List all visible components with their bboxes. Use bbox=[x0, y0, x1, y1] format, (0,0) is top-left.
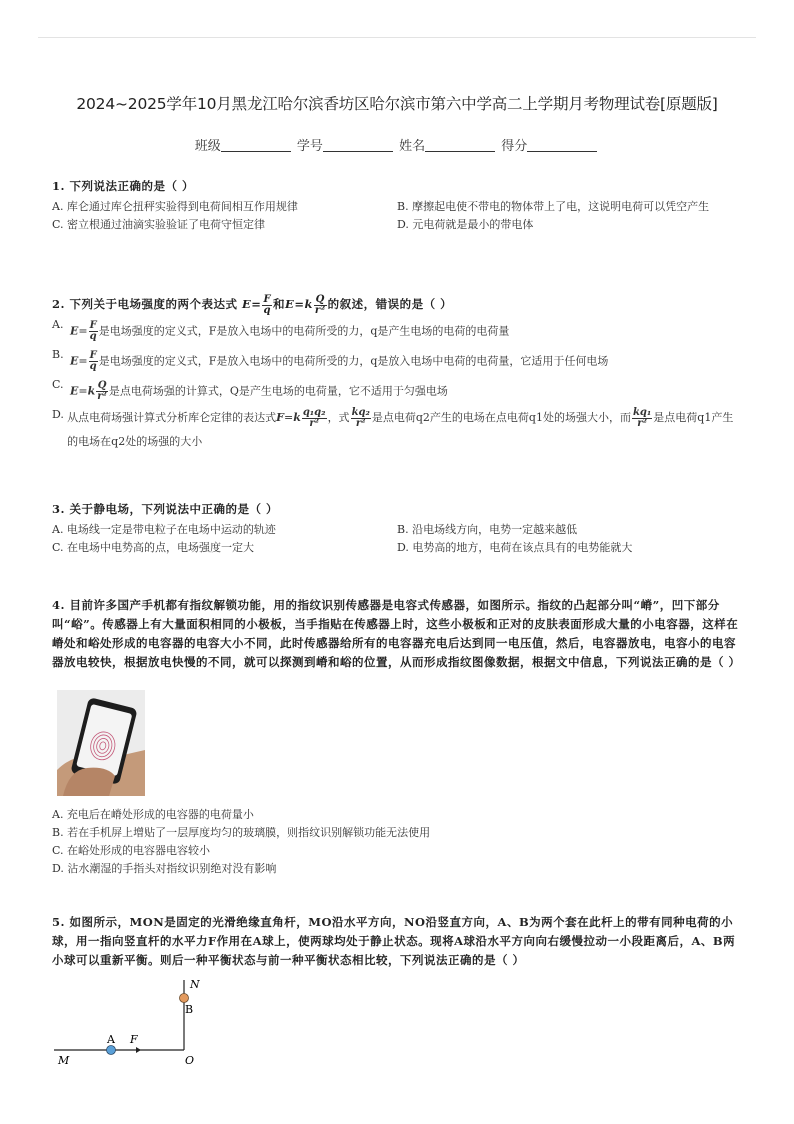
label-a: A bbox=[107, 1033, 115, 1046]
question-1-option-b: B. 摩擦起电使不带电的物体带上了电，这说明电荷可以凭空产生 bbox=[397, 200, 710, 213]
label-m: M bbox=[58, 1054, 70, 1067]
question-1-option-c: C. 密立根通过油滴实验验证了电荷守恒定律 bbox=[52, 218, 266, 231]
class-label: 班级 bbox=[194, 139, 221, 154]
rod-diagram bbox=[52, 974, 212, 1070]
question-5-stem: 5. 如图所示，MON是固定的光滑绝缘直角杆，MO沿水平方向，NO沿竖直方向，A、B为两个套在此杆上的带有同种电荷的小球，用一指向竖直杆的水平力F作用在A球上，使两球均处于静止状态。现将A球沿水平方向向右缓慢拉动一小段距离后，A、B两小球可以重新平衡。则后一种平衡状态与前一种平衡状态相比较，下列说法正确的是（ ） bbox=[52, 915, 736, 967]
score-blank[interactable] bbox=[527, 138, 597, 152]
top-divider bbox=[38, 37, 756, 38]
student-id-blank[interactable] bbox=[323, 138, 393, 152]
question-4-option-b: B. 若在手机屏上增贴了一层厚度均匀的玻璃膜，则指纹识别解锁功能无法使用 bbox=[52, 826, 431, 839]
student-id-label: 学号 bbox=[296, 139, 323, 154]
question-4-option-a: A. 充电后在嵴处形成的电容器的电荷量小 bbox=[52, 808, 254, 821]
name-blank[interactable] bbox=[425, 138, 495, 152]
label-o: O bbox=[185, 1054, 195, 1067]
label-n: N bbox=[190, 978, 200, 991]
question-2-option-c: C. E=k $\frac{Q}{\text{r²}}$ 是点电荷场强的计算式，Q是产生电场的电荷量，它不适用于匀强电场 bbox=[52, 378, 448, 402]
name-label: 姓名 bbox=[399, 139, 426, 154]
question-5 bbox=[52, 913, 742, 970]
question-2-option-b: B. E= $\frac{F}{q}$ 是电场强度的定义式，F是放入电场中的电荷所受的力，q是放入电场中电荷的电荷量，它适用于任何电场 bbox=[52, 348, 609, 372]
question-3-stem: 3. 关于静电场，下列说法中正确的是（ ） bbox=[52, 502, 279, 516]
question-3-option-a: A. 电场线一定是带电粒子在电场中运动的轨迹 bbox=[52, 523, 276, 536]
question-3-option-c: C. 在电场中电势高的点，电场强度一定大 bbox=[52, 541, 255, 554]
question-3-option-d: D. 电势高的地方，电荷在该点具有的电势能就大 bbox=[397, 541, 633, 554]
question-2-stem: 2. 下列关于电场强度的两个表达式 E= $\frac{F}{q}$ 和E=k $\frac{Q}{\text{r²}}$ 的叙述，错误的是（ ） bbox=[52, 293, 453, 316]
question-2 bbox=[52, 292, 742, 454]
question-4-option-d: D. 沾水潮湿的手指头对指纹识别绝对没有影响 bbox=[52, 862, 277, 875]
question-1-option-a: A. 库仑通过库仑扭秤实验得到电荷间相互作用规律 bbox=[52, 200, 298, 213]
class-blank[interactable] bbox=[221, 138, 291, 152]
page-title: 2024~2025学年10月黑龙江哈尔滨香坊区哈尔滨市第六中学高二上学期月考物理试卷[原题版] bbox=[76, 95, 718, 113]
score-label: 得分 bbox=[501, 139, 528, 154]
question-2-option-a: A. E= $\frac{F}{q}$ 是电场强度的定义式，F是放入电场中的电荷所受的力，q是产生电场的电荷的电荷量 bbox=[52, 318, 510, 342]
question-3 bbox=[52, 497, 742, 557]
question-1 bbox=[52, 174, 742, 234]
question-3-option-b: B. 沿电场线方向，电势一定越来越低 bbox=[397, 523, 578, 536]
question-1-option-d: D. 元电荷就是最小的带电体 bbox=[397, 218, 534, 231]
question-4 bbox=[52, 596, 742, 672]
ball-b bbox=[180, 994, 189, 1003]
ball-a bbox=[107, 1046, 116, 1055]
question-2-option-d: D. 从点电荷场强计算式分析库仑定律的表达式F=k $\frac{\text{q₁q₂}}{\text{r²}}$ ，式 $\frac{\text{kq₂}}{\text{r²}}$ 是点电荷q2产生的电场在点电荷q1处的场强大小，而 $\frac{\text{kq₁}}{\text{r²}}$ 是点电荷q1产生的电场在q2处的场强的大小 bbox=[52, 406, 734, 448]
question-4-stem: 4. 目前许多国产手机都有指纹解锁功能，用的指纹识别传感器是电容式传感器，如图所示。指纹的凸起部分叫“嵴”，凹下部分叫“峪”。传感器上有大量面积相同的小极板，当手指贴在传感器上时，这些小极板和正对的皮肤表面形成大量的小电容器，这样在嵴处和峪处形成的电容器的电容大小不同，此时传感器给所有的电容器充电后达到同一电压值，然后，电容器放电，电容小的电容器放电较快，根据放电快慢的不同，就可以探测到嵴和峪的位置，从而形成指纹图像数据，根据文中信息，下列说法正确的是（ ） bbox=[52, 598, 741, 669]
student-info-fields bbox=[0, 135, 794, 154]
label-f: F bbox=[130, 1033, 138, 1046]
fingerprint-phone-image bbox=[57, 690, 145, 796]
question-1-stem: 1. 下列说法正确的是（ ） bbox=[52, 179, 195, 193]
question-4-options bbox=[52, 806, 742, 878]
label-b: B bbox=[185, 1003, 194, 1016]
force-arrowhead bbox=[136, 1047, 141, 1053]
question-4-option-c: C. 在峪处形成的电容器电容较小 bbox=[52, 844, 211, 857]
